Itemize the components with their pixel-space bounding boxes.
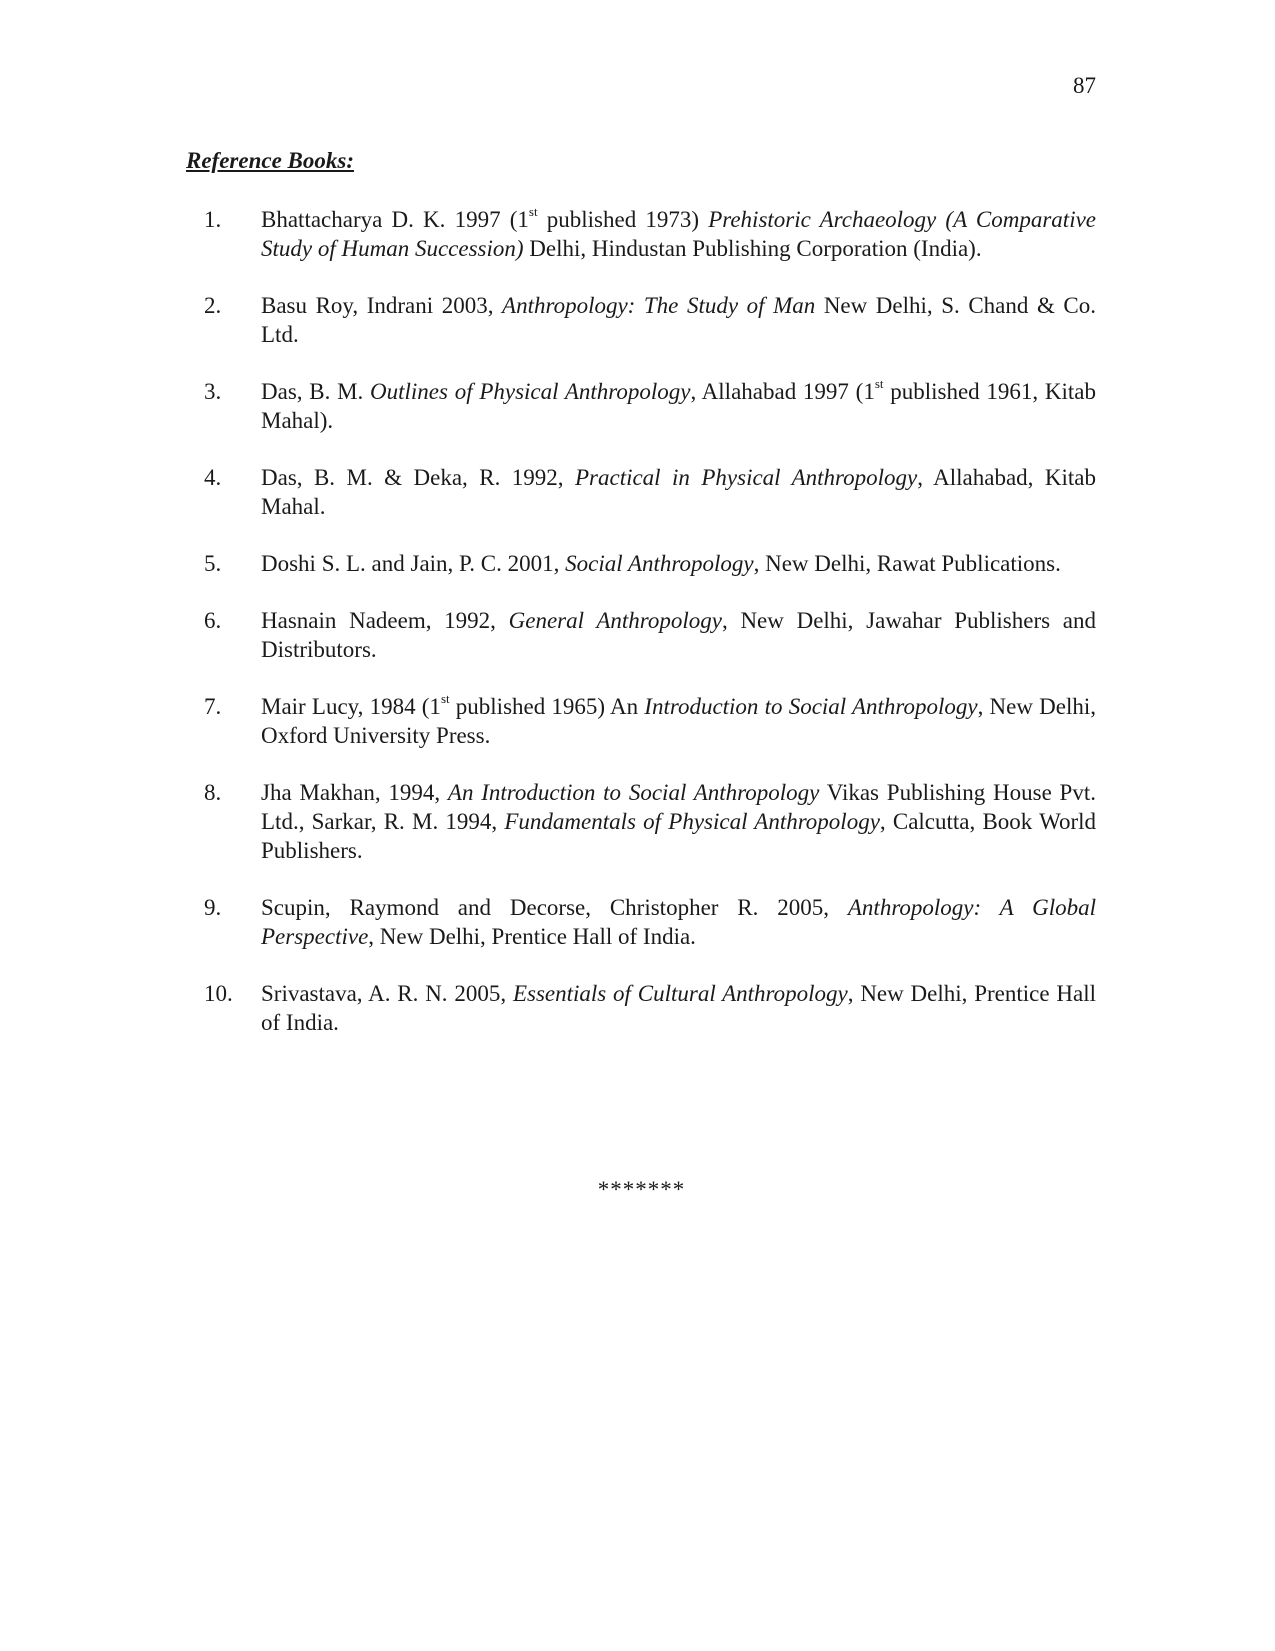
book-title: Outlines of Physical Anthropology bbox=[370, 379, 691, 404]
reference-number: 8. bbox=[204, 780, 222, 805]
reference-text: Basu Roy, Indrani 2003, Anthropology: The Study of Man New Delhi, S. Chand & Co. Ltd. bbox=[261, 293, 1096, 347]
book-title: Anthropology: A Global Perspective bbox=[261, 895, 1097, 949]
book-title: Fundamentals of Physical Anthropology bbox=[504, 809, 880, 834]
reference-item bbox=[0, 549, 1275, 578]
reference-text: Bhattacharya D. K. 1997 (1st published 1973) Prehistoric Archaeology (A Comparative Study of Human Succession) Delhi, Hindustan Publishing Corporation (India). bbox=[261, 204, 1096, 261]
reference-number: 3. bbox=[204, 379, 222, 404]
reference-item bbox=[0, 893, 1275, 951]
reference-item bbox=[0, 692, 1275, 750]
book-title: Introduction to Social Anthropology bbox=[644, 694, 978, 719]
book-title: Anthropology: The Study of Man bbox=[502, 293, 816, 318]
reference-text: Jha Makhan, 1994, An Introduction to Social Anthropology Vikas Publishing House Pvt. Ltd., Sarkar, R. M. 1994, Fundamentals of Physical Anthropology, Calcutta, Book World Publishers. bbox=[261, 780, 1097, 863]
book-title: Practical in Physical Anthropology bbox=[574, 465, 918, 490]
reference-number: 2. bbox=[204, 293, 222, 318]
reference-text: Mair Lucy, 1984 (1st published 1965) An Introduction to Social Anthropology, New Delhi, Oxford University Press. bbox=[261, 691, 1096, 748]
reference-number: 10. bbox=[204, 981, 233, 1006]
book-title: General Anthropology bbox=[508, 608, 722, 633]
book-title: Prehistoric Archaeology (A Comparative Study of Human Succession) bbox=[261, 207, 1096, 261]
reference-books-heading: Reference Books: bbox=[186, 148, 354, 173]
reference-number: 9. bbox=[204, 895, 222, 920]
page-number: 87 bbox=[1073, 73, 1096, 98]
reference-item bbox=[0, 205, 1275, 263]
reference-text: Das, B. M. Outlines of Physical Anthropology, Allahabad 1997 (1st published 1961, Kitab Mahal). bbox=[261, 376, 1096, 433]
reference-number: 7. bbox=[204, 694, 222, 719]
reference-text: Hasnain Nadeem, 1992, General Anthropology, New Delhi, Jawahar Publishers and Distributors. bbox=[261, 608, 1096, 662]
reference-item bbox=[0, 778, 1275, 865]
reference-number: 4. bbox=[204, 465, 222, 490]
reference-list bbox=[0, 205, 1275, 1065]
book-title: An Introduction to Social Anthropology bbox=[447, 780, 820, 805]
reference-item bbox=[0, 291, 1275, 349]
reference-item bbox=[0, 377, 1275, 435]
reference-number: 5. bbox=[204, 551, 222, 576]
reference-text: Doshi S. L. and Jain, P. C. 2001, Social Anthropology, New Delhi, Rawat Publications. bbox=[261, 551, 1061, 576]
reference-item bbox=[0, 463, 1275, 521]
book-title: Social Anthropology bbox=[565, 551, 754, 576]
reference-item bbox=[0, 606, 1275, 664]
reference-text: Srivastava, A. R. N. 2005, Essentials of Cultural Anthropology, New Delhi, Prentice Hall of India. bbox=[261, 981, 1096, 1035]
end-of-section-marker: ******* bbox=[597, 1177, 686, 1202]
reference-number: 6. bbox=[204, 608, 222, 633]
reference-item bbox=[0, 979, 1275, 1037]
book-title: Essentials of Cultural Anthropology bbox=[512, 981, 848, 1006]
reference-text: Das, B. M. & Deka, R. 1992, Practical in Physical Anthropology, Allahabad, Kitab Mahal. bbox=[261, 465, 1096, 519]
reference-text: Scupin, Raymond and Decorse, Christopher R. 2005, Anthropology: A Global Perspective, New Delhi, Prentice Hall of India. bbox=[261, 895, 1097, 949]
reference-number: 1. bbox=[204, 207, 222, 232]
